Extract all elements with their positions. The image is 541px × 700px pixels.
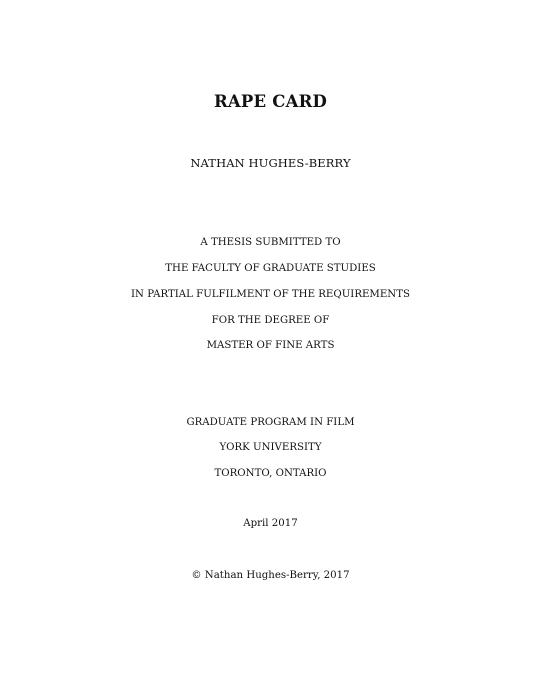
thesis-statement-line: FOR THE DEGREE OF (211, 315, 330, 326)
thesis-statement-line: A THESIS SUBMITTED TO (200, 237, 341, 248)
university-line: YORK UNIVERSITY (219, 442, 322, 453)
author-name: NATHAN HUGHES-BERRY (190, 156, 351, 170)
thesis-title: RAPE CARD (214, 92, 327, 111)
location-line: TORONTO, ONTARIO (214, 468, 327, 479)
program-line: GRADUATE PROGRAM IN FILM (186, 417, 355, 428)
copyright-notice: © Nathan Hughes-Berry, 2017 (191, 570, 350, 581)
thesis-statement-line: IN PARTIAL FULFILMENT OF THE REQUIREMENTS (131, 289, 410, 300)
submission-date: April 2017 (243, 518, 298, 529)
thesis-statement-line: THE FACULTY OF GRADUATE STUDIES (165, 263, 376, 274)
thesis-statement-line: MASTER OF FINE ARTS (206, 340, 335, 351)
